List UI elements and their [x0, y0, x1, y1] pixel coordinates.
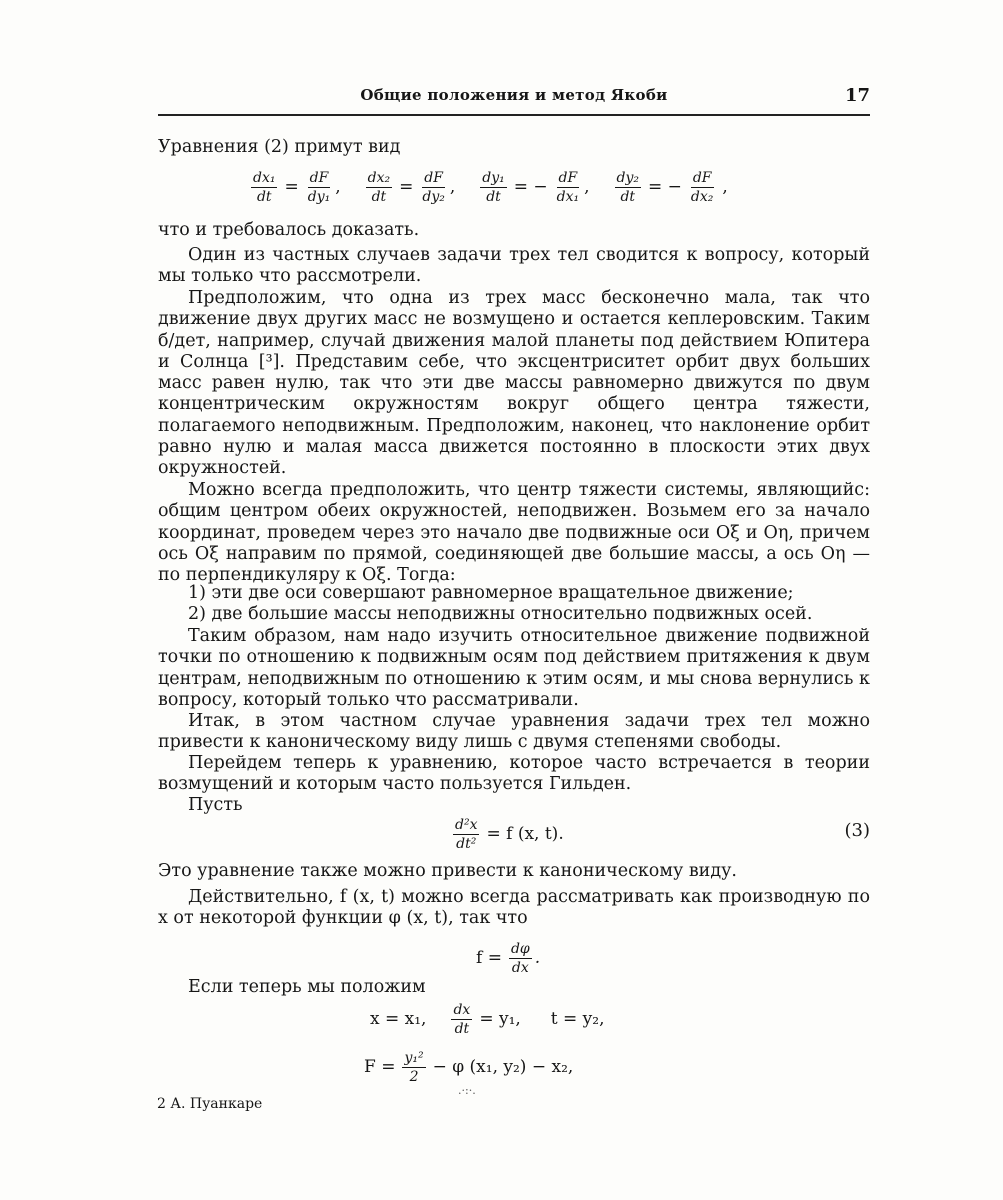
equation-hamilton-system: $\frac{\text{dx₁}}{dt}$ = $\frac{dF}{\text{dy₁}}$ , $\frac{\text{dx₂}}{dt}$ = $\frac{dF}{\text{dy₂}}$ , $\frac{\text{dy₁}}{dt}$ = − $\frac{dF}{\text{dx₁}}$ , $\frac{\text{dy₂}}{dt}$ = − $\frac{dF}{\text{dx₂}}$ , — [253, 169, 728, 205]
page-header — [158, 84, 870, 116]
paragraph-if-we-put: Если теперь мы положим — [188, 977, 426, 997]
fraction: $\frac{dF}{\text{dx₁}}$ — [556, 169, 580, 205]
fraction: $\frac{dF}{\text{dy₂}}$ — [422, 169, 445, 205]
paragraph-relative-motion: Таким образом, нам надо изучить относительное движение подвижной точки по отношению к подвижным осям под действием притяжения к двум центрам, неподвижным по отношению к этим осям, и мы снова вернулись к вопросу, который только что рассматривали. — [158, 626, 870, 710]
fraction: $\frac{\text{d²x}}{\text{dt²}}$ — [455, 816, 478, 852]
paragraph-center-of-mass: Можно всегда предположить, что центр тяжести системы, являющийс: общим центром обеих окружностей, неподвижен. Возьмем его за начало координат, проведем через это начало две подвижные оси Oξ и Oη, причем ось Oξ направим по прямой, соединяющей две большие массы, а ось Oη — по перпендикуляру к Oξ. Тогда: — [158, 480, 870, 586]
equation-F-definition: F = $\frac{\text{y₁²}}{2}$ − φ (x₁, y₂) − x₂, — [364, 1049, 574, 1085]
equation-substitution: x = x₁, $\frac{dx}{dt}$ = y₁, t = y₂, — [370, 1001, 605, 1037]
fraction: $\frac{\text{dy₂}}{dt}$ — [616, 169, 640, 205]
fraction: $\frac{\text{dx₁}}{dt}$ — [253, 169, 276, 205]
paragraph-also-canonical: Это уравнение также можно привести к каноническому виду. — [158, 861, 737, 881]
fraction: $\frac{dx}{dt}$ — [453, 1001, 471, 1037]
paragraph-three-body-case: Один из частных случаев задачи трех тел сводится к вопросу, который мы только что рассмотрели. — [158, 245, 870, 287]
equation-3: $\frac{\text{d²x}}{\text{dt²}}$ = f (x, t). — [455, 816, 564, 852]
paragraph-item-1: 1) эти две оси совершают равномерное вращательное движение; — [188, 583, 794, 603]
paragraph-let: Пусть — [188, 795, 243, 815]
equation-number: (3) — [844, 820, 870, 841]
fraction: $\frac{dF}{\text{dx₂}}$ — [690, 169, 714, 205]
fraction: $\frac{d\varphi}{dx}$ — [510, 940, 530, 976]
fraction: $\frac{\text{dy₁}}{dt}$ — [482, 169, 505, 205]
paragraph-gylden-equation: Перейдем теперь к уравнению, которое часто встречается в теории возмущений и которым часто пользуется Гильден. — [158, 753, 870, 795]
page-number: 17 — [844, 85, 870, 106]
fraction: $\frac{\text{dx₂}}{dt}$ — [367, 169, 391, 205]
equation-f-dphi: f = $\frac{d\varphi}{dx}$ . — [476, 940, 541, 976]
paragraph-canonical-form: Итак, в этом частном случае уравнения задачи трех тел можно привести к каноническому виду лишь с двумя степенями свободы. — [158, 711, 870, 753]
paragraph-item-2: 2) две большие массы неподвижны относительно подвижных осей. — [188, 604, 813, 624]
signature-mark: 2 А. Пуанкаре — [157, 1096, 263, 1112]
paragraph-equations-intro: Уравнения (2) примут вид — [158, 137, 401, 157]
fraction: $\frac{\text{y₁²}}{2}$ — [404, 1049, 424, 1085]
paragraph-derivative: Действительно, f (x, t) можно всегда рассматривать как производную по x от некоторой функции φ (x, t), так что — [158, 887, 870, 929]
ink-stamp: .·:·. — [458, 1084, 476, 1097]
paragraph-infinitesimal-mass: Предположим, что одна из трех масс бесконечно мала, так что движение двух других масс не возмущено и остается кеплеровским. Таким б/дет, например, случай движения малой планеты под действием Юпитера и Солнца [³]. Представим себе, что эксцентриситет орбит двух больших масс равен нулю, так что эти две массы равномерно движутся по двум концентрическим окружностям вокруг общего центра тяжести, полагаемого неподвижным. Предположим, наконец, что наклонение орбит равно нулю и малая масса движется постоянно в плоскости этих двух окружностей. — [158, 288, 870, 479]
fraction: $\frac{dF}{\text{dy₁}}$ — [307, 169, 331, 205]
running-title: Общие положения и метод Якоби — [360, 86, 668, 104]
paragraph-proof-end: что и требовалось доказать. — [158, 220, 420, 240]
